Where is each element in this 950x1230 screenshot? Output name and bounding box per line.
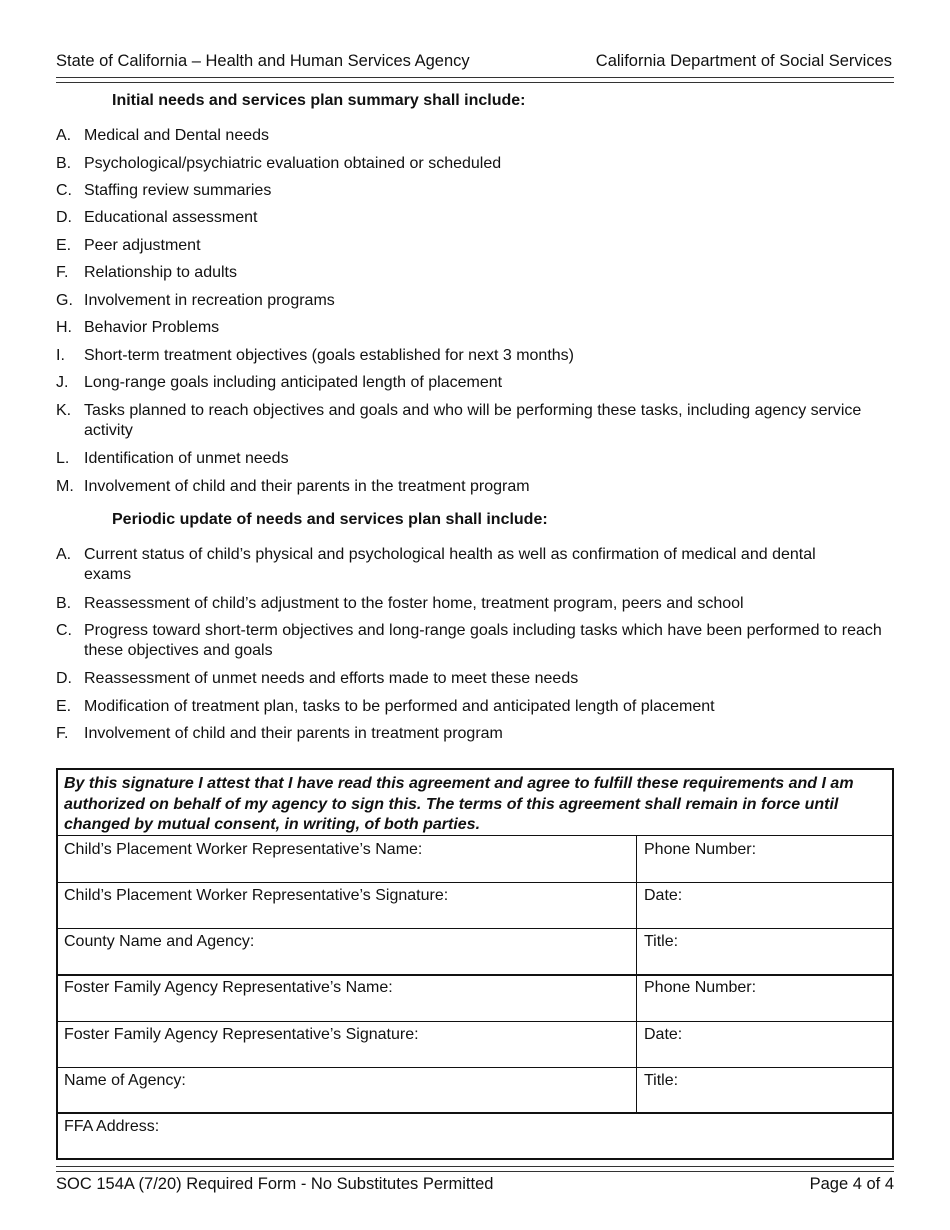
- date-label: Date:: [644, 887, 683, 904]
- item-text: Tasks planned to reach objectives and goals and who will be performing these tasks, including agency service activity: [84, 402, 862, 439]
- item-text: Reassessment of child’s adjustment to the foster home, treatment program, peers and school: [84, 595, 744, 612]
- item-letter: B.: [56, 595, 72, 612]
- periodic-section-title: Periodic update of needs and services plan shall include:: [112, 511, 548, 528]
- phone-number-label: Phone Number:: [644, 841, 757, 858]
- page-header: [56, 52, 892, 74]
- item-letter: H.: [56, 319, 72, 336]
- item-text: Behavior Problems: [84, 319, 220, 336]
- item-letter: A.: [56, 546, 72, 563]
- ffa-rep-signature-label: Foster Family Agency Representative’s Signature:: [64, 1026, 419, 1043]
- table-divider: [58, 974, 892, 976]
- item-letter: E.: [56, 698, 72, 715]
- agency-name-label: Name of Agency:: [64, 1072, 186, 1089]
- item-letter: J.: [56, 374, 69, 391]
- agency-header-right: California Department of Social Services: [595, 52, 892, 70]
- item-letter: G.: [56, 292, 73, 309]
- item-letter: F.: [56, 725, 69, 742]
- item-text: Medical and Dental needs: [84, 127, 270, 144]
- title-label: Title:: [644, 1072, 679, 1089]
- ffa-address-label: FFA Address:: [64, 1118, 160, 1135]
- item-letter: K.: [56, 402, 72, 419]
- item-text: Identification of unmet needs: [84, 450, 289, 467]
- item-text: Progress toward short-term objectives and long-range goals including tasks which have been performed to reach these objectives and goals: [84, 622, 882, 659]
- table-divider: [58, 835, 892, 836]
- item-text: Involvement in recreation programs: [84, 292, 335, 309]
- placement-worker-signature-label: Child’s Placement Worker Representative’s Signature:: [64, 887, 449, 904]
- item-letter: B.: [56, 155, 72, 172]
- item-text: Staffing review summaries: [84, 182, 272, 199]
- page-number: Page 4 of 4: [809, 1175, 894, 1193]
- item-text: Relationship to adults: [84, 264, 237, 281]
- item-letter: C.: [56, 622, 72, 639]
- title-label: Title:: [644, 933, 679, 950]
- item-letter: F.: [56, 264, 69, 281]
- initial-section-title: Initial needs and services plan summary shall include:: [112, 92, 526, 109]
- form-id: SOC 154A (7/20) Required Form - No Substitutes Permitted: [56, 1175, 494, 1193]
- item-letter: D.: [56, 209, 72, 226]
- item-letter: M.: [56, 478, 74, 495]
- item-text: Educational assessment: [84, 209, 258, 226]
- table-divider: [58, 1067, 892, 1068]
- item-letter: L.: [56, 450, 70, 467]
- table-divider: [58, 882, 892, 883]
- table-divider: [58, 1112, 892, 1114]
- item-letter: C.: [56, 182, 72, 199]
- item-letter: I.: [56, 347, 65, 364]
- item-text: Involvement of child and their parents in treatment program: [84, 725, 503, 742]
- item-text: Involvement of child and their parents in the treatment program: [84, 478, 530, 495]
- column-divider: [636, 836, 637, 1113]
- county-name-label: County Name and Agency:: [64, 933, 255, 950]
- signature-table: [56, 768, 894, 1160]
- item-text: Reassessment of unmet needs and efforts made to meet these needs: [84, 670, 579, 687]
- item-text: Short-term treatment objectives (goals established for next 3 months): [84, 347, 574, 364]
- agency-header-left: State of California – Health and Human Services Agency: [56, 52, 470, 70]
- ffa-rep-name-label: Foster Family Agency Representative’s Name:: [64, 979, 393, 996]
- item-letter: E.: [56, 237, 72, 254]
- placement-worker-name-label: Child’s Placement Worker Representative’s Name:: [64, 841, 423, 858]
- item-text: Long-range goals including anticipated length of placement: [84, 374, 503, 391]
- item-text: Modification of treatment plan, tasks to be performed and anticipated length of placement: [84, 698, 715, 715]
- date-label: Date:: [644, 1026, 683, 1043]
- attestation-statement: By this signature I attest that I have read this agreement and agree to fulfill these requirements and I am authorized on behalf of my agency to sign this. The terms of this agreement shall remain in force until changed by mutual consent, in writing, of both parties.: [64, 775, 854, 833]
- item-text: Psychological/psychiatric evaluation obtained or scheduled: [84, 155, 502, 172]
- page-footer: [56, 1175, 894, 1194]
- item-letter: D.: [56, 670, 72, 687]
- table-divider: [58, 1021, 892, 1022]
- item-text: Peer adjustment: [84, 237, 201, 254]
- item-text: Current status of child’s physical and psychological health as well as confirmation of medical and dental exams: [84, 546, 816, 583]
- phone-number-label: Phone Number:: [644, 979, 757, 996]
- table-divider: [58, 928, 892, 929]
- item-letter: A.: [56, 127, 72, 144]
- header-rule: [56, 77, 894, 83]
- footer-rule: [56, 1166, 894, 1172]
